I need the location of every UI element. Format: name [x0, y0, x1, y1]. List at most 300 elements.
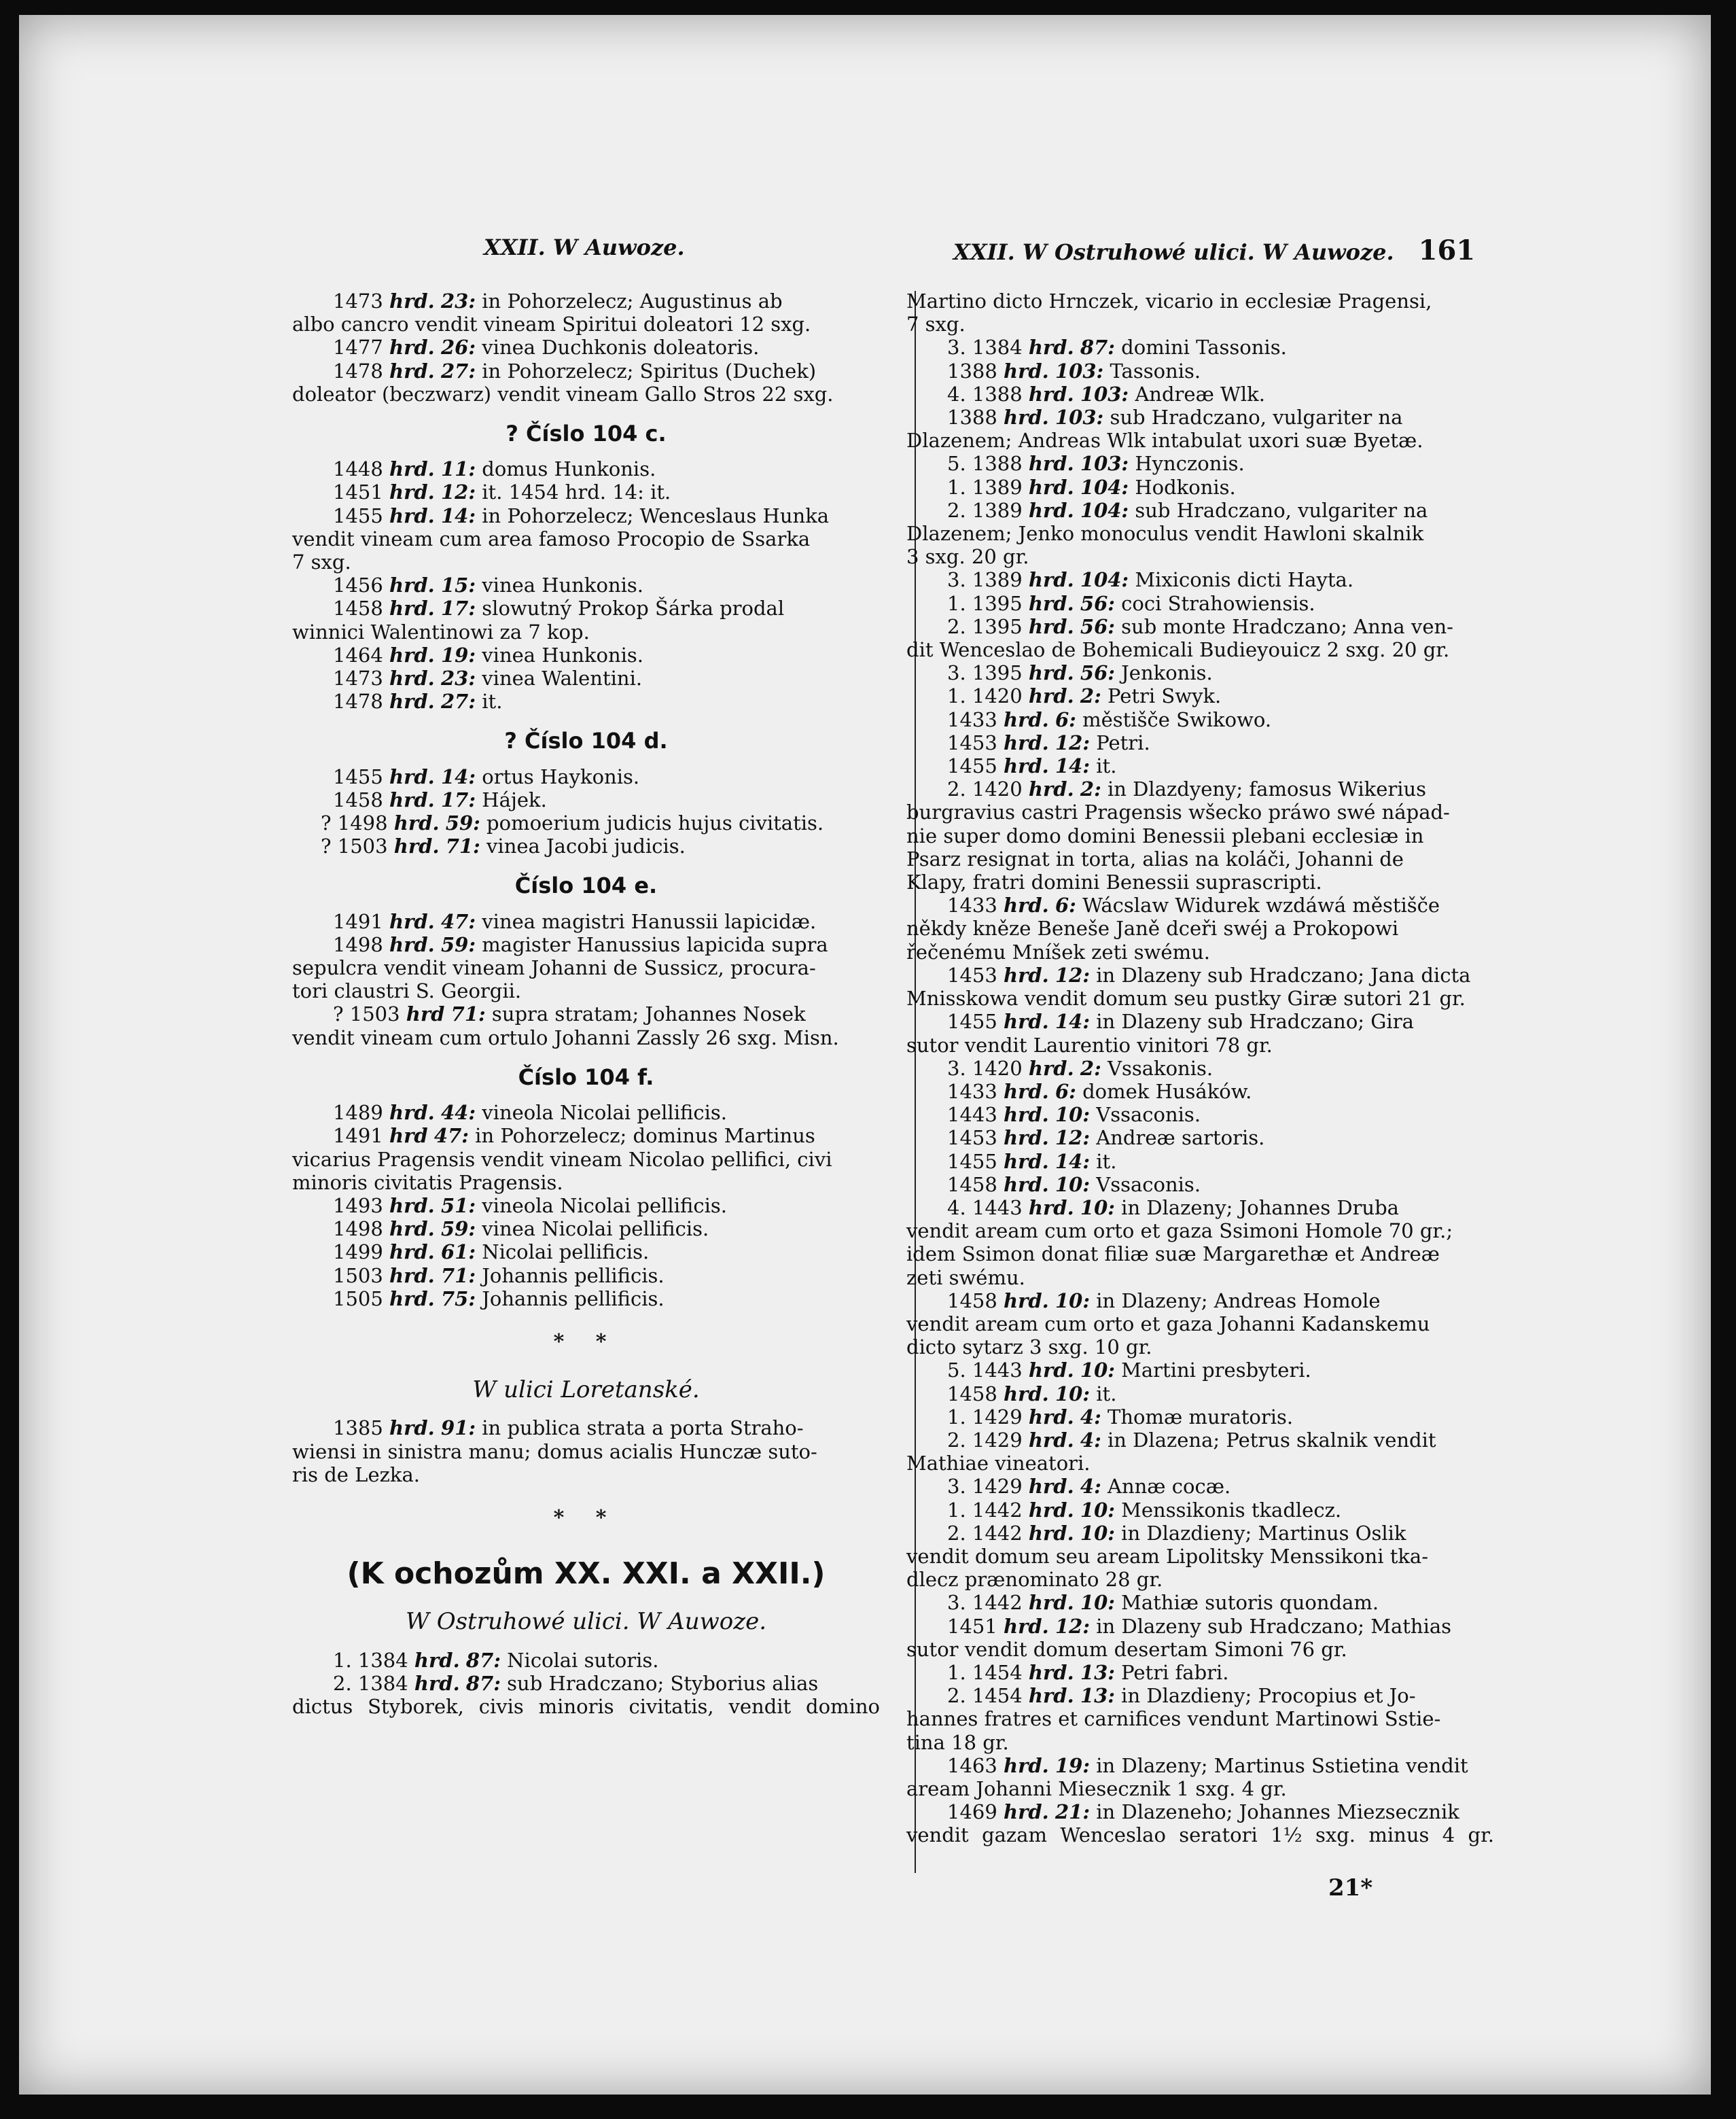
- line-rest: sub monte Hradczano; Anna ven-: [1114, 614, 1453, 638]
- text-line: [906, 499, 1494, 522]
- line-lead: sepulcra vendit vineam Johanni de Sussicz, procura-: [292, 956, 816, 980]
- line-lead: ris de Lezka.: [292, 1463, 420, 1486]
- folio-number: 4:: [1080, 1475, 1101, 1499]
- line-lead: vendit vineam cum area famoso Procopio de Ssarka: [292, 527, 811, 550]
- hrd-abbrev: hrd.: [1028, 591, 1074, 615]
- text-line: [906, 1266, 1494, 1289]
- folio-number: 104:: [1080, 475, 1129, 499]
- text-line: [906, 1452, 1494, 1475]
- running-head-right: [953, 234, 1475, 266]
- line-lead: 1455: [947, 1149, 1004, 1173]
- folio-number: 10:: [1055, 1172, 1091, 1196]
- separator-stars: * *: [553, 1329, 619, 1354]
- line-lead: 1458: [333, 597, 390, 620]
- line-rest: sub Hradczano, vulgariter na: [1129, 498, 1428, 522]
- line-lead: 1448: [333, 457, 390, 481]
- text-line: [906, 1126, 1494, 1149]
- text-line: [906, 1382, 1494, 1405]
- line-lead: Psarz resignat in torta, alias na koláči, Johanni de: [906, 847, 1404, 871]
- folio-number: 15:: [441, 574, 476, 597]
- folio-number: 47:: [441, 909, 476, 933]
- hrd-abbrev: hrd.: [389, 574, 435, 597]
- line-lead: 2. 1389: [947, 498, 1029, 522]
- hrd-abbrev: hrd.: [1028, 614, 1074, 638]
- folio-number: 56:: [1080, 661, 1115, 685]
- folio-number: 12:: [1055, 731, 1091, 754]
- text-line: [906, 754, 1494, 777]
- text-line: [906, 1196, 1494, 1219]
- text-line: [292, 644, 880, 667]
- folio-number: 71:: [445, 835, 480, 858]
- hrd-abbrev: hrd.: [1028, 1056, 1074, 1080]
- hrd-abbrev: hrd.: [389, 765, 435, 788]
- line-lead: 3. 1442: [947, 1591, 1029, 1615]
- text-line: [292, 480, 880, 504]
- folio-number: 27:: [441, 690, 476, 714]
- line-rest: it.: [1090, 1382, 1117, 1405]
- text-line: [906, 1591, 1494, 1614]
- text-line: [292, 527, 880, 550]
- text-line: [906, 1359, 1494, 1382]
- folio-number: 19:: [441, 643, 476, 667]
- line-rest: coci Strahowiensis.: [1114, 591, 1315, 615]
- line-rest: Petri Swyk.: [1101, 684, 1222, 708]
- line-lead: Klapy, fratri domini Benessii suprascripti.: [906, 871, 1322, 894]
- line-lead: 1451: [947, 1614, 1004, 1638]
- line-rest: vinea Nicolai pellificis.: [476, 1217, 709, 1241]
- hrd-abbrev: hrd.: [389, 359, 435, 383]
- hrd-abbrev: hrd: [406, 1002, 445, 1026]
- line-rest: Johannis pellificis.: [476, 1286, 665, 1310]
- text-line: [906, 1800, 1494, 1823]
- folio-number: 10:: [1080, 1521, 1115, 1545]
- text-line: [906, 1615, 1494, 1638]
- line-lead: dlecz prænominato 28 gr.: [906, 1568, 1163, 1592]
- line-lead: vendit aream cum orto et gaza Johanni Kadanskemu: [906, 1312, 1430, 1335]
- hrd-abbrev: hrd.: [1028, 1359, 1074, 1382]
- hrd-abbrev: hrd.: [393, 811, 440, 835]
- hrd-abbrev: hrd.: [1028, 1428, 1074, 1452]
- line-lead: 1433: [947, 1079, 1004, 1103]
- text-line: [292, 574, 880, 597]
- text-line: [906, 1405, 1494, 1429]
- line-rest: sub Hradczano; Styborius alias: [500, 1671, 819, 1695]
- line-rest: it.: [1090, 754, 1117, 778]
- right-column: [906, 290, 1494, 1847]
- text-line: [906, 1499, 1494, 1522]
- line-lead: 1433: [947, 894, 1004, 917]
- line-rest: in Dlazeny; Johannes Druba: [1114, 1195, 1399, 1219]
- line-rest: it. 1454 hrd. 14: it.: [476, 480, 671, 504]
- text-line: [292, 788, 880, 811]
- line-lead: 3. 1395: [947, 661, 1029, 685]
- line-lead: vendit aream cum orto et gaza Ssimoni Homole 70 gr.;: [906, 1219, 1453, 1243]
- line-rest: Menssikonis tkadlecz.: [1114, 1498, 1342, 1522]
- hrd-abbrev: hrd.: [389, 504, 435, 527]
- text-line: [906, 847, 1494, 871]
- hrd-abbrev: hrd.: [1028, 1521, 1074, 1545]
- hrd-abbrev: hrd.: [389, 788, 435, 811]
- hrd-abbrev: hrd.: [389, 480, 435, 504]
- folio-number: 56:: [1080, 591, 1115, 615]
- line-lead: 1433: [947, 707, 1004, 731]
- text-line: [906, 1638, 1494, 1661]
- hrd-abbrev: hrd.: [1004, 1126, 1049, 1150]
- text-line: [292, 765, 880, 788]
- text-line: [906, 941, 1494, 964]
- line-lead: 1451: [333, 480, 390, 504]
- line-lead: nie super domo domini Benessii plebani ecclesiæ in: [906, 824, 1424, 847]
- line-lead: 1478: [333, 359, 390, 383]
- text-line: [906, 1150, 1494, 1173]
- hrd-abbrev: hrd.: [1028, 777, 1074, 801]
- text-line: [292, 1002, 880, 1026]
- line-lead: 1499: [333, 1240, 390, 1264]
- folio-number: 12:: [441, 480, 476, 504]
- folio-number: 6:: [1055, 894, 1076, 917]
- text-line: [906, 1731, 1494, 1754]
- text-line: [906, 1823, 1494, 1846]
- line-lead: 2. 1420: [947, 777, 1029, 801]
- line-lead: 1493: [333, 1193, 390, 1217]
- hrd-abbrev: hrd.: [1028, 661, 1074, 685]
- text-line: [292, 550, 880, 574]
- line-lead: 1491: [333, 909, 390, 933]
- text-line: [906, 1335, 1494, 1359]
- line-lead: 1477: [333, 336, 390, 360]
- hrd-abbrev: hrd.: [414, 1671, 460, 1695]
- hrd-abbrev: hrd.: [1028, 336, 1074, 360]
- text-line: [292, 979, 880, 1002]
- text-line: [292, 1124, 880, 1147]
- line-lead: 1443: [947, 1103, 1004, 1127]
- text-line: [292, 360, 880, 383]
- hrd-abbrev: hrd.: [389, 1101, 435, 1125]
- text-line: [906, 708, 1494, 731]
- text-line: [292, 383, 880, 406]
- running-head-right-text: XXII. W Ostruhowé ulici. W Auwoze.: [953, 239, 1394, 265]
- line-rest: in Dlazeny; Andreas Homole: [1090, 1289, 1381, 1312]
- text-line: [906, 1057, 1494, 1080]
- text-line: [906, 871, 1494, 894]
- hrd-abbrev: hrd.: [1004, 1753, 1049, 1777]
- folio-number: 23:: [441, 290, 476, 313]
- folio-number: 27:: [441, 359, 476, 383]
- folio-number: 6:: [1055, 1079, 1076, 1103]
- line-lead: 1. 1420: [947, 684, 1029, 708]
- line-rest: Martini presbyteri.: [1114, 1359, 1311, 1382]
- line-rest: vineola Nicolai pellificis.: [476, 1193, 727, 1217]
- hrd-abbrev: hrd.: [1028, 1195, 1074, 1219]
- page-number: 161: [1418, 234, 1476, 266]
- text-line: [292, 290, 880, 313]
- line-lead: 1464: [333, 643, 390, 667]
- line-lead: 7 sxg.: [292, 550, 351, 574]
- line-rest: vinea Hunkonis.: [476, 574, 644, 597]
- folio-number: 71:: [450, 1002, 486, 1026]
- line-rest: Hodkonis.: [1129, 475, 1236, 499]
- line-rest: in Dlazdieny; Martinus Oslik: [1114, 1521, 1406, 1545]
- folio-number: 87:: [1080, 336, 1115, 360]
- text-line: [906, 964, 1494, 987]
- line-lead: albo cancro vendit vineam Spiritui doleatori 12 sxg.: [292, 313, 811, 336]
- folio-number: 104:: [1080, 568, 1129, 592]
- hrd-abbrev: hrd.: [1028, 498, 1074, 522]
- text-line: [906, 476, 1494, 499]
- hrd-abbrev: hrd.: [389, 1193, 435, 1217]
- folio-number: 23:: [441, 667, 476, 690]
- hrd-abbrev: hrd.: [1004, 1289, 1049, 1312]
- text-line: [906, 290, 1494, 313]
- text-line: [906, 336, 1494, 359]
- line-rest: in Dlazdyeny; famosus Wikerius: [1101, 777, 1427, 801]
- line-lead: Dlazenem; Jenko monoculus vendit Hawloni skalnik: [906, 522, 1424, 546]
- line-lead: 3. 1384: [947, 336, 1029, 360]
- hrd-abbrev: hrd.: [1028, 1475, 1074, 1499]
- folio-number: 19:: [1055, 1753, 1091, 1777]
- text-line: [906, 1754, 1494, 1777]
- line-lead: dit Wenceslao de Bohemicali Budieyouicz 2 sxg. 20 gr.: [906, 638, 1450, 662]
- folio-number: 71:: [441, 1263, 476, 1287]
- text-line: [292, 1171, 880, 1194]
- hrd-abbrev: hrd.: [1028, 1591, 1074, 1615]
- line-lead: vendit vineam cum ortulo Johanni Zassly 26 sxg. Misn.: [292, 1026, 839, 1049]
- text-line: [292, 1148, 880, 1171]
- hrd-abbrev: hrd.: [389, 1286, 435, 1310]
- line-rest: domus Hunkonis.: [476, 457, 656, 481]
- line-lead: minoris civitatis Pragensis.: [292, 1170, 563, 1194]
- text-line: [906, 592, 1494, 615]
- text-line: [906, 638, 1494, 661]
- folio-number: 10:: [1080, 1359, 1115, 1382]
- folio-number: 51:: [441, 1193, 476, 1217]
- text-line: [906, 987, 1494, 1010]
- line-lead: 1385: [333, 1416, 390, 1440]
- folio-number: 21:: [1055, 1800, 1091, 1824]
- folio-number: 14:: [441, 765, 476, 788]
- folio-number: 14:: [1055, 754, 1091, 778]
- line-lead: 1388: [947, 359, 1004, 383]
- text-line: [292, 690, 880, 713]
- folio-number: 59:: [445, 811, 480, 835]
- running-head-left: XXII. W Auwoze.: [484, 234, 685, 260]
- text-line: [292, 1026, 880, 1049]
- hrd-abbrev: hrd.: [1028, 684, 1074, 708]
- line-lead: 1478: [333, 690, 390, 714]
- line-lead: vendit domum seu aream Lipolitsky Menssikoni tka-: [906, 1544, 1429, 1568]
- line-lead: dictus Styborek, civis minoris civitatis, vendit domino: [292, 1694, 880, 1718]
- text-line: [906, 313, 1494, 336]
- text-line: [906, 1242, 1494, 1265]
- text-line: [906, 360, 1494, 383]
- line-lead: 1453: [947, 731, 1004, 754]
- text-line: [906, 731, 1494, 754]
- line-lead: 2. 1384: [333, 1671, 414, 1695]
- line-lead: 1458: [947, 1172, 1004, 1196]
- text-line: [292, 1264, 880, 1287]
- text-line: [906, 894, 1494, 917]
- text-line: [906, 1219, 1494, 1242]
- line-lead: tori claustri S. Georgii.: [292, 979, 522, 1003]
- hrd-abbrev: hrd.: [1004, 754, 1049, 778]
- line-rest: Nicolai sutoris.: [500, 1648, 659, 1672]
- hrd-abbrev: hrd.: [389, 336, 435, 360]
- folio-number: 13:: [1080, 1660, 1115, 1684]
- folio-number: 10:: [1055, 1103, 1091, 1127]
- line-rest: it.: [476, 690, 503, 714]
- text-line: [292, 597, 880, 620]
- line-lead: burgravius castri Pragensis wšecko práwo swé nápad-: [906, 801, 1450, 824]
- text-line: [292, 1649, 880, 1672]
- text-line: [292, 811, 880, 835]
- line-lead: někdy kněze Beneše Janě dceři swéj a Prokopowi: [906, 917, 1399, 941]
- text-line: [906, 684, 1494, 707]
- hrd-abbrev: hrd.: [389, 690, 435, 714]
- line-lead: 1453: [947, 1126, 1004, 1150]
- text-line: [292, 313, 880, 336]
- left-column: [292, 290, 880, 1718]
- folio-number: 91:: [441, 1416, 476, 1440]
- folio-number: 14:: [1055, 1149, 1091, 1173]
- line-rest: in Dlazeny; Martinus Sstietina vendit: [1090, 1753, 1468, 1777]
- line-lead: 1489: [333, 1101, 390, 1125]
- line-lead: 1458: [947, 1382, 1004, 1405]
- line-lead: 2. 1442: [947, 1521, 1029, 1545]
- street-heading: W ulici Loretanské.: [472, 1376, 700, 1404]
- line-rest: vineola Nicolai pellificis.: [476, 1101, 727, 1125]
- text-line: [292, 336, 880, 359]
- line-lead: vicarius Pragensis vendit vineam Nicolao pellifici, civi: [292, 1147, 832, 1171]
- hrd-abbrev: hrd.: [1028, 568, 1074, 592]
- line-rest: ortus Haykonis.: [476, 765, 640, 788]
- line-lead: sutor vendit domum desertam Simoni 76 gr.: [906, 1637, 1347, 1661]
- folio-number: 14:: [1055, 1010, 1091, 1034]
- text-line: [292, 1287, 880, 1310]
- text-line: [292, 1440, 880, 1463]
- line-lead: 1. 1384: [333, 1648, 414, 1672]
- hrd-abbrev: hrd.: [1004, 1149, 1049, 1173]
- text-line: [906, 1010, 1494, 1033]
- folio-number: 44:: [441, 1101, 476, 1125]
- hrd-abbrev: hrd.: [414, 1648, 460, 1672]
- line-lead: 2. 1429: [947, 1428, 1029, 1452]
- line-rest: domek Husáków.: [1076, 1079, 1252, 1103]
- line-lead: 5. 1443: [947, 1359, 1029, 1382]
- line-lead: ? 1503: [321, 835, 394, 858]
- folio-number: 10:: [1055, 1382, 1091, 1405]
- line-rest: in Dlazdieny; Procopius et Jo-: [1114, 1684, 1416, 1708]
- hrd-abbrev: hrd: [389, 1124, 428, 1148]
- line-lead: 1455: [333, 504, 390, 527]
- line-rest: Annæ cocæ.: [1101, 1475, 1231, 1499]
- hrd-abbrev: hrd.: [393, 835, 440, 858]
- line-rest: slowutný Prokop Šárka prodal: [476, 597, 785, 620]
- text-line: [906, 545, 1494, 568]
- folio-number: 10:: [1055, 1289, 1091, 1312]
- text-line: [906, 824, 1494, 847]
- folio-number: 103:: [1080, 382, 1129, 406]
- hrd-abbrev: hrd.: [1004, 731, 1049, 754]
- line-rest: Vssaconis.: [1090, 1172, 1201, 1196]
- section-heading: Číslo 104 f.: [518, 1064, 654, 1090]
- folio-number: 61:: [441, 1240, 476, 1264]
- line-lead: wiensi in sinistra manu; domus acialis Hunczæ sutо-: [292, 1439, 817, 1463]
- folio-number: 12:: [1055, 1614, 1091, 1638]
- line-rest: in Dlazeny sub Hradczano; Jana dicta: [1090, 963, 1471, 987]
- line-lead: 4. 1443: [947, 1195, 1029, 1219]
- hrd-abbrev: hrd.: [389, 597, 435, 620]
- text-line: [906, 1661, 1494, 1684]
- text-line: [906, 568, 1494, 591]
- text-line: [292, 1101, 880, 1124]
- folio-number: 75:: [441, 1286, 476, 1310]
- hrd-abbrev: hrd.: [1028, 1684, 1074, 1708]
- line-rest: in Pohorzelecz; dominus Martinus: [468, 1124, 815, 1148]
- folio-number: 87:: [465, 1648, 501, 1672]
- section-heading: ? Číslo 104 d.: [504, 728, 668, 754]
- line-lead: 1388: [947, 406, 1004, 430]
- line-rest: Hájek.: [476, 788, 547, 811]
- line-rest: in Dlazeny sub Hradczano; Mathias: [1090, 1614, 1452, 1638]
- line-lead: 3. 1389: [947, 568, 1029, 592]
- folio-number: 59:: [441, 932, 476, 956]
- line-lead: 2. 1454: [947, 1684, 1029, 1708]
- line-lead: 1473: [333, 290, 390, 313]
- hrd-abbrev: hrd.: [1004, 1800, 1049, 1824]
- hrd-abbrev: hrd.: [1004, 1103, 1049, 1127]
- text-line: [906, 1173, 1494, 1196]
- text-line: [906, 1429, 1494, 1452]
- hrd-abbrev: hrd.: [389, 1217, 435, 1241]
- line-rest: vinea Duchkonis doleatoris.: [476, 336, 760, 360]
- folio-number: 2:: [1080, 1056, 1101, 1080]
- line-lead: winnici Walentinowi za 7 kop.: [292, 620, 590, 644]
- line-lead: zeti swému.: [906, 1265, 1025, 1289]
- text-line: [292, 1217, 880, 1240]
- folio-number: 10:: [1080, 1591, 1115, 1615]
- folio-number: 104:: [1080, 498, 1129, 522]
- line-lead: 1453: [947, 963, 1004, 987]
- folio-number: 6:: [1055, 707, 1076, 731]
- line-lead: doleator (beczwarz) vendit vineam Gallo Stros 22 sxg.: [292, 382, 834, 406]
- text-line: [906, 917, 1494, 940]
- text-line: [292, 667, 880, 690]
- line-rest: vinea Walentini.: [476, 667, 643, 690]
- hrd-abbrev: hrd.: [1028, 1498, 1074, 1522]
- line-rest: Tassonis.: [1103, 359, 1201, 383]
- text-line: [906, 522, 1494, 545]
- folio-number: 4:: [1080, 1405, 1101, 1429]
- hrd-abbrev: hrd.: [389, 643, 435, 667]
- line-rest: Nicolai pellificis.: [476, 1240, 650, 1264]
- text-line: [906, 406, 1494, 429]
- line-lead: 1505: [333, 1286, 390, 1310]
- line-rest: domini Tassonis.: [1114, 336, 1287, 360]
- line-rest: in Dlazeneho; Johannes Miezsecznik: [1090, 1800, 1459, 1824]
- line-lead: dicto sytarz 3 sxg. 10 gr.: [906, 1335, 1152, 1359]
- text-line: [906, 383, 1494, 406]
- folio-number: 11:: [441, 457, 476, 481]
- text-line: [292, 910, 880, 933]
- folio-number: 17:: [441, 597, 476, 620]
- line-lead: 1463: [947, 1753, 1004, 1777]
- hrd-abbrev: hrd.: [389, 1416, 435, 1440]
- text-line: [906, 801, 1494, 824]
- signature-mark: 21*: [1328, 1874, 1373, 1902]
- line-lead: 5. 1388: [947, 452, 1029, 476]
- line-rest: sub Hradczano, vulgariter na: [1103, 406, 1403, 430]
- line-lead: 1458: [947, 1289, 1004, 1312]
